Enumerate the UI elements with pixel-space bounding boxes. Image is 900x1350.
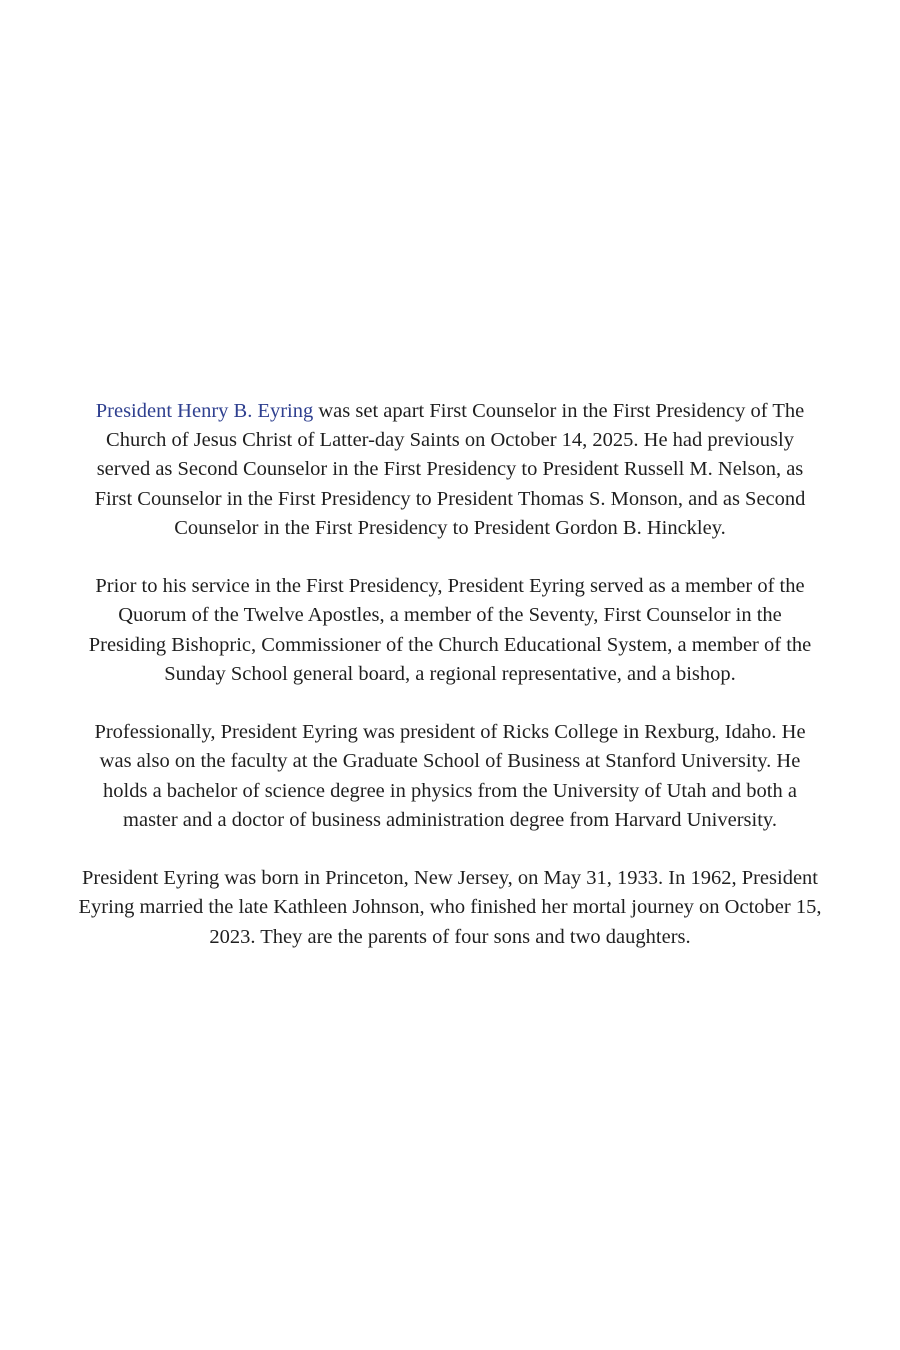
- biography-block: [78, 397, 822, 952]
- bio-paragraph-4: President Eyring was born in Princeton, New Jersey, on May 31, 1933. In 1962, President Eyring married the late Kathleen Johnson, who finished her mortal journey on October 15, 2023. They are the parents of four sons and two daughters.: [78, 867, 822, 948]
- bio-paragraph-1-text: was set apart First Counselor in the First Presidency of The Church of Jesus Christ of Latter-day Saints on October 14, 2025. He had previously served as Second Counselor in the First Presidency to President Russell M. Nelson, as First Counselor in the First Presidency to President Thomas S. Monson, and as Second Counselor in the First Presidency to President Gordon B. Hinckley.: [94, 400, 806, 539]
- bio-paragraph-1: [78, 397, 822, 543]
- president-name: President Henry B. Eyring: [95, 400, 314, 422]
- bio-paragraph-2: Prior to his service in the First Presidency, President Eyring served as a member of the Quorum of the Twelve Apostles, a member of the Seventy, First Counselor in the Presiding Bishopric, Commissioner of the Church Educational System, a member of the Sunday School general board, a regional representative, and a bishop.: [88, 575, 812, 685]
- bio-paragraph-3: Professionally, President Eyring was president of Ricks College in Rexburg, Idaho. He was also on the faculty at the Graduate School of Business at Stanford University. He holds a bachelor of science degree in physics from the University of Utah and both a master and a doctor of business administration degree from Harvard University.: [94, 721, 806, 831]
